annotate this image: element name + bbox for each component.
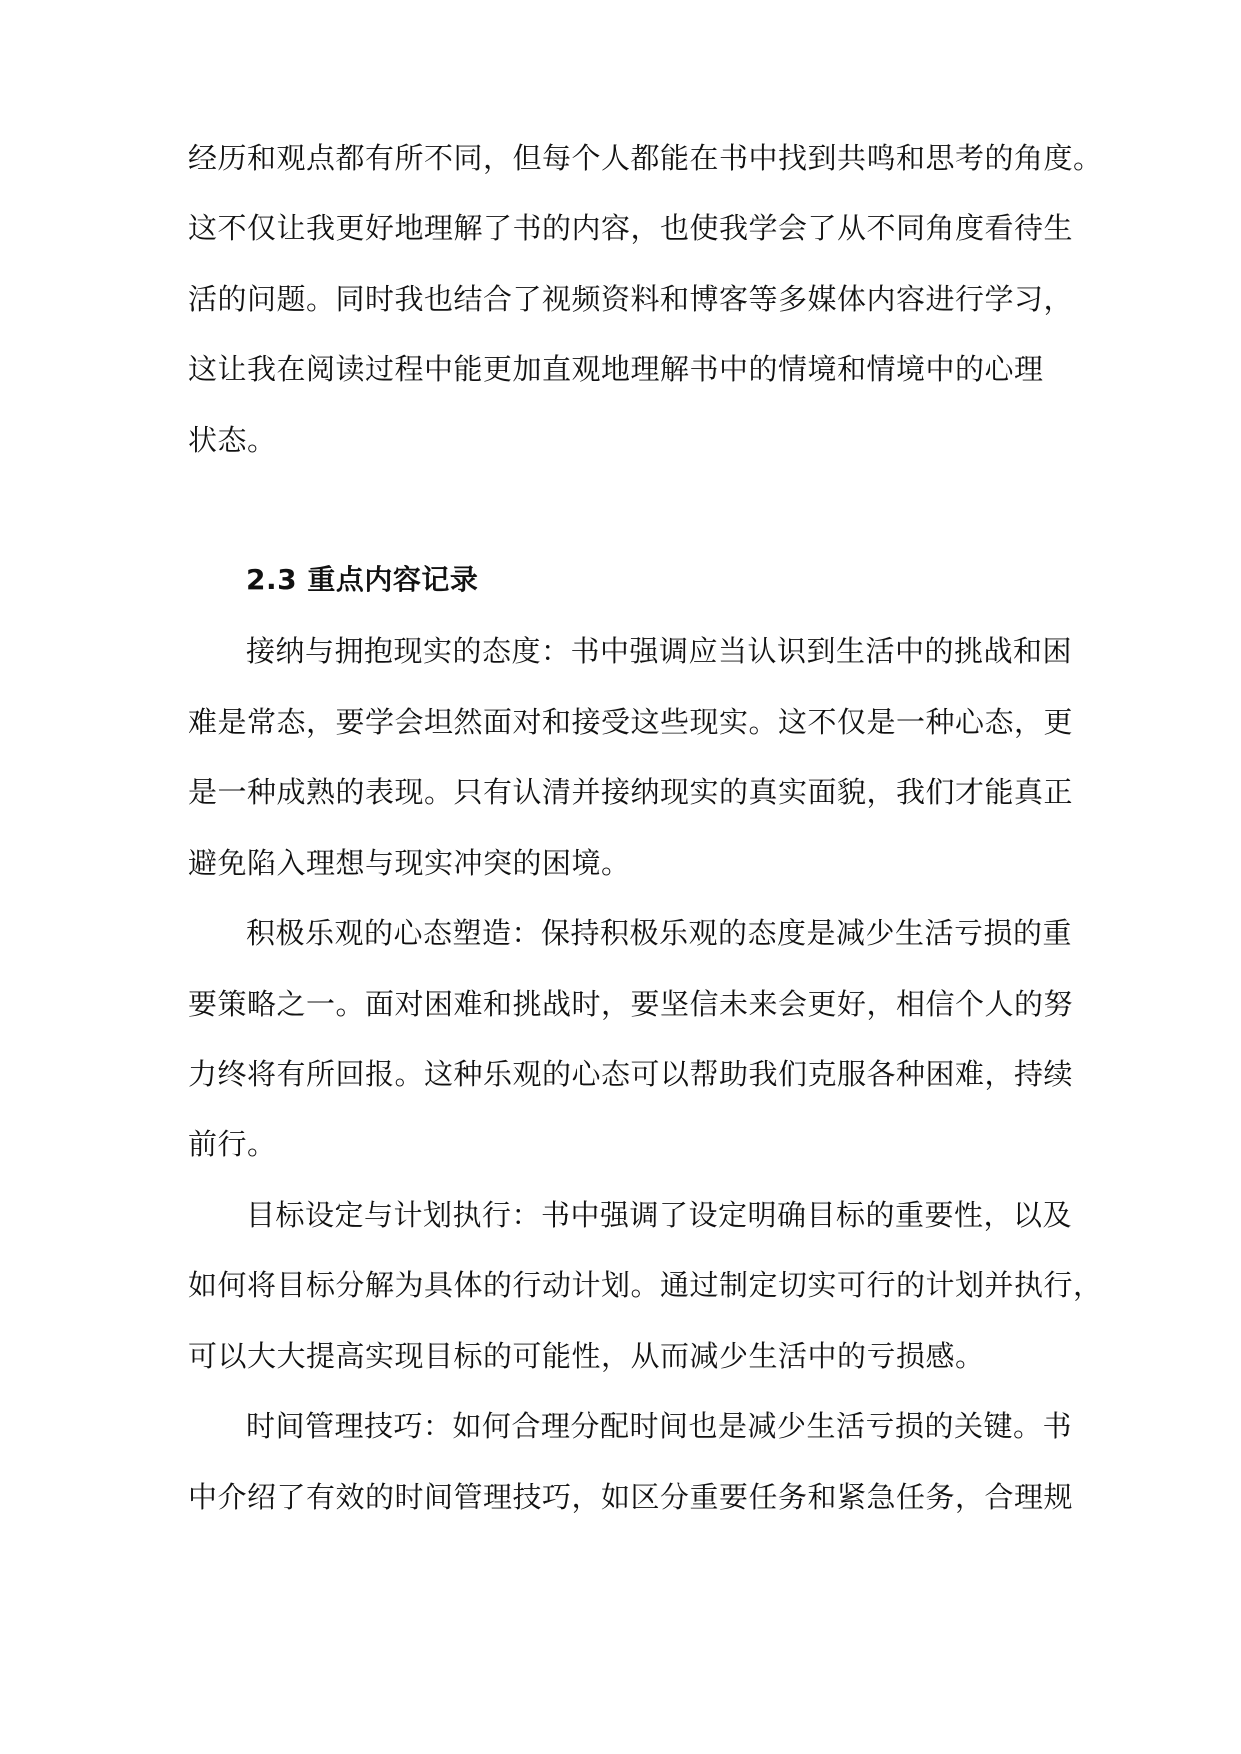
paragraph-2-line-1: 积极乐观的心态塑造：保持积极乐观的态度是减少生活亏损的重 [246, 916, 1073, 950]
section-heading: 2.3 重点内容记录 [246, 563, 479, 596]
intro-line-5: 状态。 [188, 423, 277, 457]
paragraph-1-line-4: 避免陷入理想与现实冲突的困境。 [188, 846, 631, 880]
paragraph-2-line-3: 力终将有所回报。这种乐观的心态可以帮助我们克服各种困难，持续 [188, 1057, 1074, 1091]
paragraph-4-line-1: 时间管理技巧：如何合理分配时间也是减少生活亏损的关键。书 [246, 1409, 1073, 1443]
paragraph-4-line-2: 中介绍了有效的时间管理技巧，如区分重要任务和紧急任务，合理规 [188, 1480, 1074, 1514]
intro-line-1: 经历和观点都有所不同，但每个人都能在书中找到共鸣和思考的角度。 [188, 141, 1103, 175]
paragraph-3-line-3: 可以大大提高实现目标的可能性，从而减少生活中的亏损感。 [188, 1339, 985, 1373]
intro-line-4: 这让我在阅读过程中能更加直观地理解书中的情境和情境中的心理 [188, 352, 1044, 386]
paragraph-1-line-1: 接纳与拥抱现实的态度：书中强调应当认识到生活中的挑战和困 [246, 634, 1073, 668]
paragraph-1-line-2: 难是常态，要学会坦然面对和接受这些现实。这不仅是一种心态，更 [188, 705, 1074, 739]
intro-line-3: 活的问题。同时我也结合了视频资料和博客等多媒体内容进行学习， [188, 282, 1074, 316]
paragraph-1-line-3: 是一种成熟的表现。只有认清并接纳现实的真实面貌，我们才能真正 [188, 775, 1074, 809]
paragraph-3-line-1: 目标设定与计划执行：书中强调了设定明确目标的重要性，以及 [246, 1198, 1073, 1232]
intro-line-2: 这不仅让我更好地理解了书的内容，也使我学会了从不同角度看待生 [188, 211, 1074, 245]
paragraph-3-line-2: 如何将目标分解为具体的行动计划。通过制定切实可行的计划并执行， [188, 1268, 1103, 1302]
paragraph-2-line-4: 前行。 [188, 1127, 277, 1161]
paragraph-2-line-2: 要策略之一。面对困难和挑战时，要坚信未来会更好，相信个人的努 [188, 987, 1074, 1021]
